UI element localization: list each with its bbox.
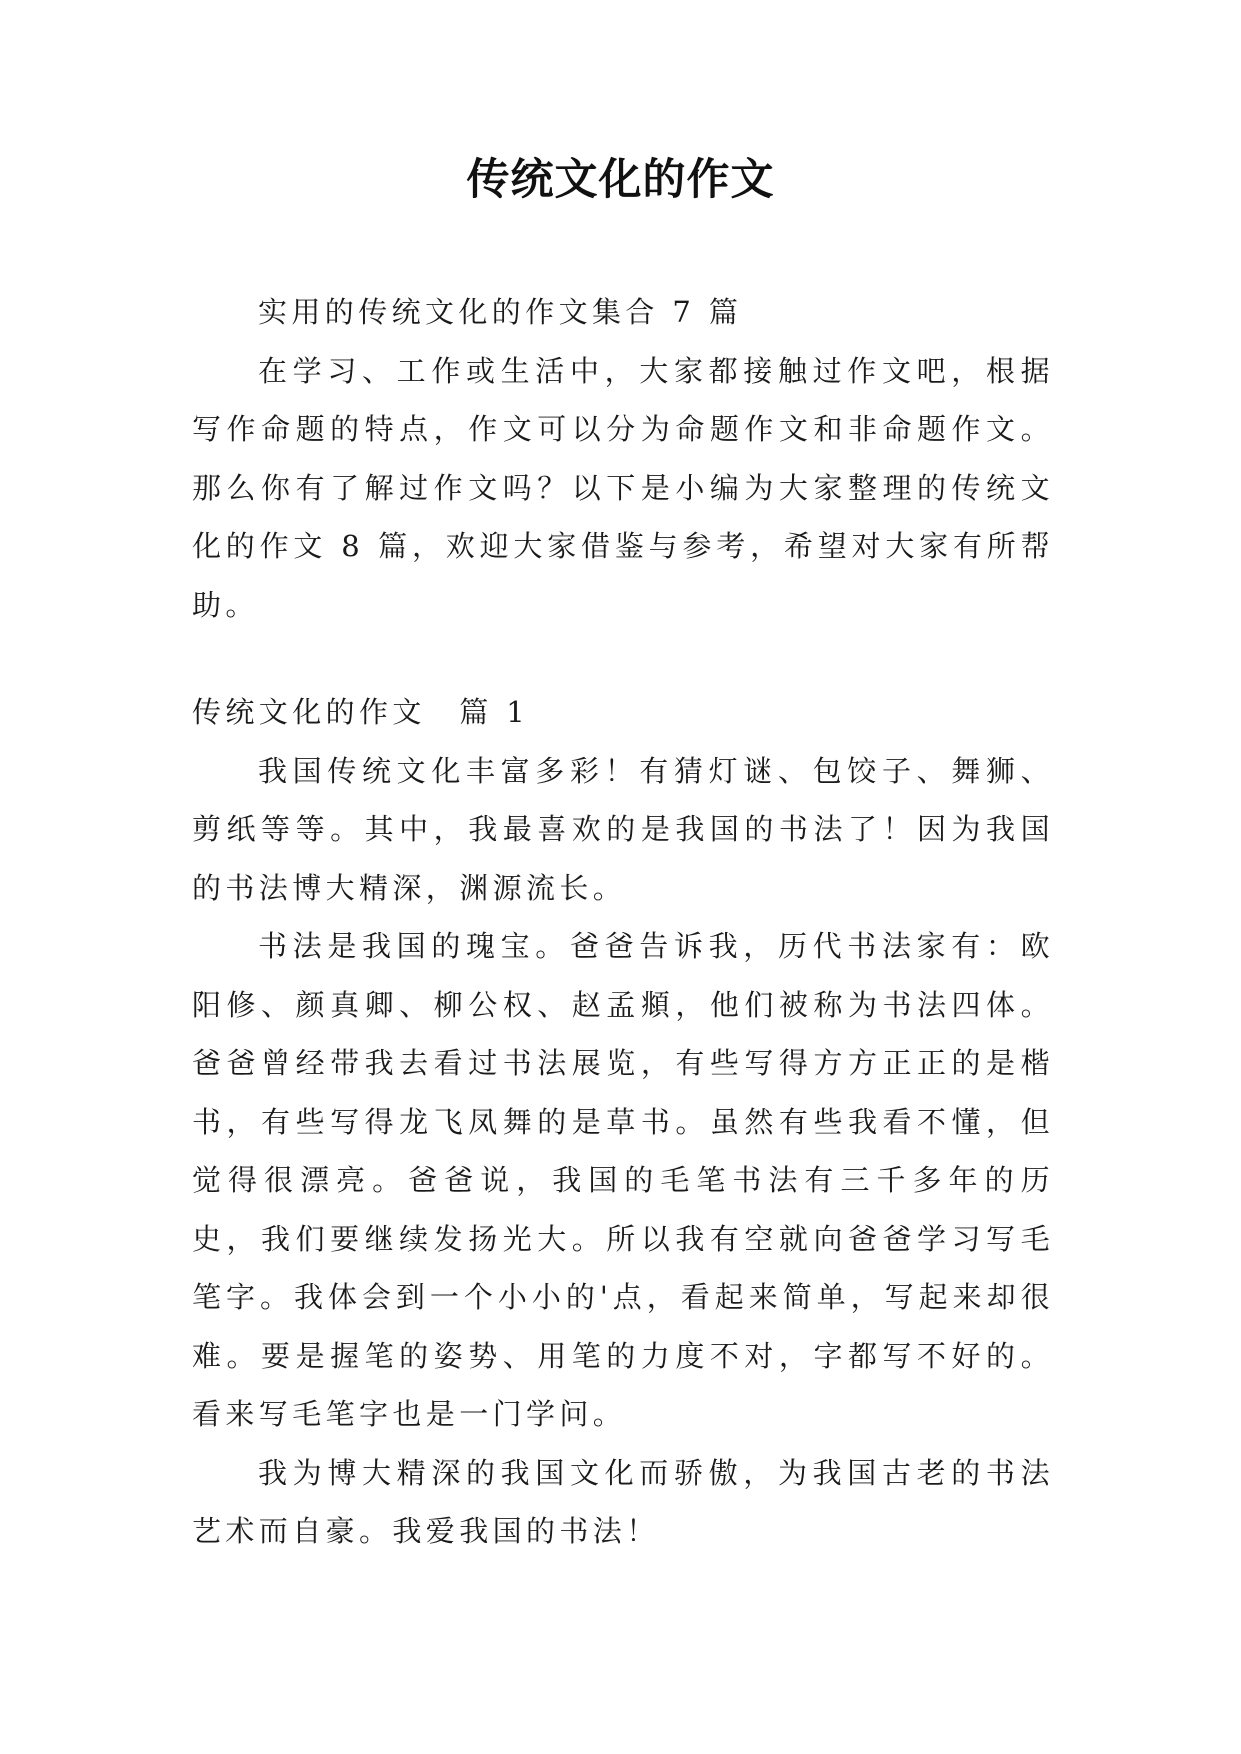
essay-paragraph-2: 书法是我国的瑰宝。爸爸告诉我，历代书法家有：欧阳修、颜真卿、柳公权、赵孟頫，他们被称为书法四体。爸爸曾经带我去看过书法展览，有些写得方方正正的是楷书，有些写得龙飞凤舞的是草书。虽然有些我看不懂，但觉得很漂亮。爸爸说，我国的毛笔书法有三千多年的历史，我们要继续发扬光大。所以我有空就向爸爸学习写毛笔字。我体会到一个小小的'点，看起来简单，写起来却很难。要是握笔的姿势、用笔的力度不对，字都写不好的。看来写毛笔字也是一门学问。 <box>192 929 1054 1431</box>
essay-paragraph-3: 我为博大精深的我国文化而骄傲，为我国古老的书法艺术而自豪。我爱我国的书法！ <box>192 1455 1054 1548</box>
intro-paragraph: 在学习、工作或生活中，大家都接触过作文吧，根据写作命题的特点，作文可以分为命题作文和非命题作文。那么你有了解过作文吗？以下是小编为大家整理的传统文化的作文 8 篇，欢迎大家借鉴与参考，希望对大家有所帮助。 <box>192 353 1054 622</box>
collection-subtitle: 实用的传统文化的作文集合 7 篇 <box>258 295 743 329</box>
document-title: 传统文化的作文 <box>466 155 775 205</box>
essay-paragraph-1: 我国传统文化丰富多彩！有猜灯谜、包饺子、舞狮、剪纸等等。其中，我最喜欢的是我国的书法了！因为我国的书法博大精深，渊源流长。 <box>192 753 1054 905</box>
section-heading: 传统文化的作文 篇 1 <box>192 695 530 729</box>
document-body <box>192 283 1054 1561</box>
